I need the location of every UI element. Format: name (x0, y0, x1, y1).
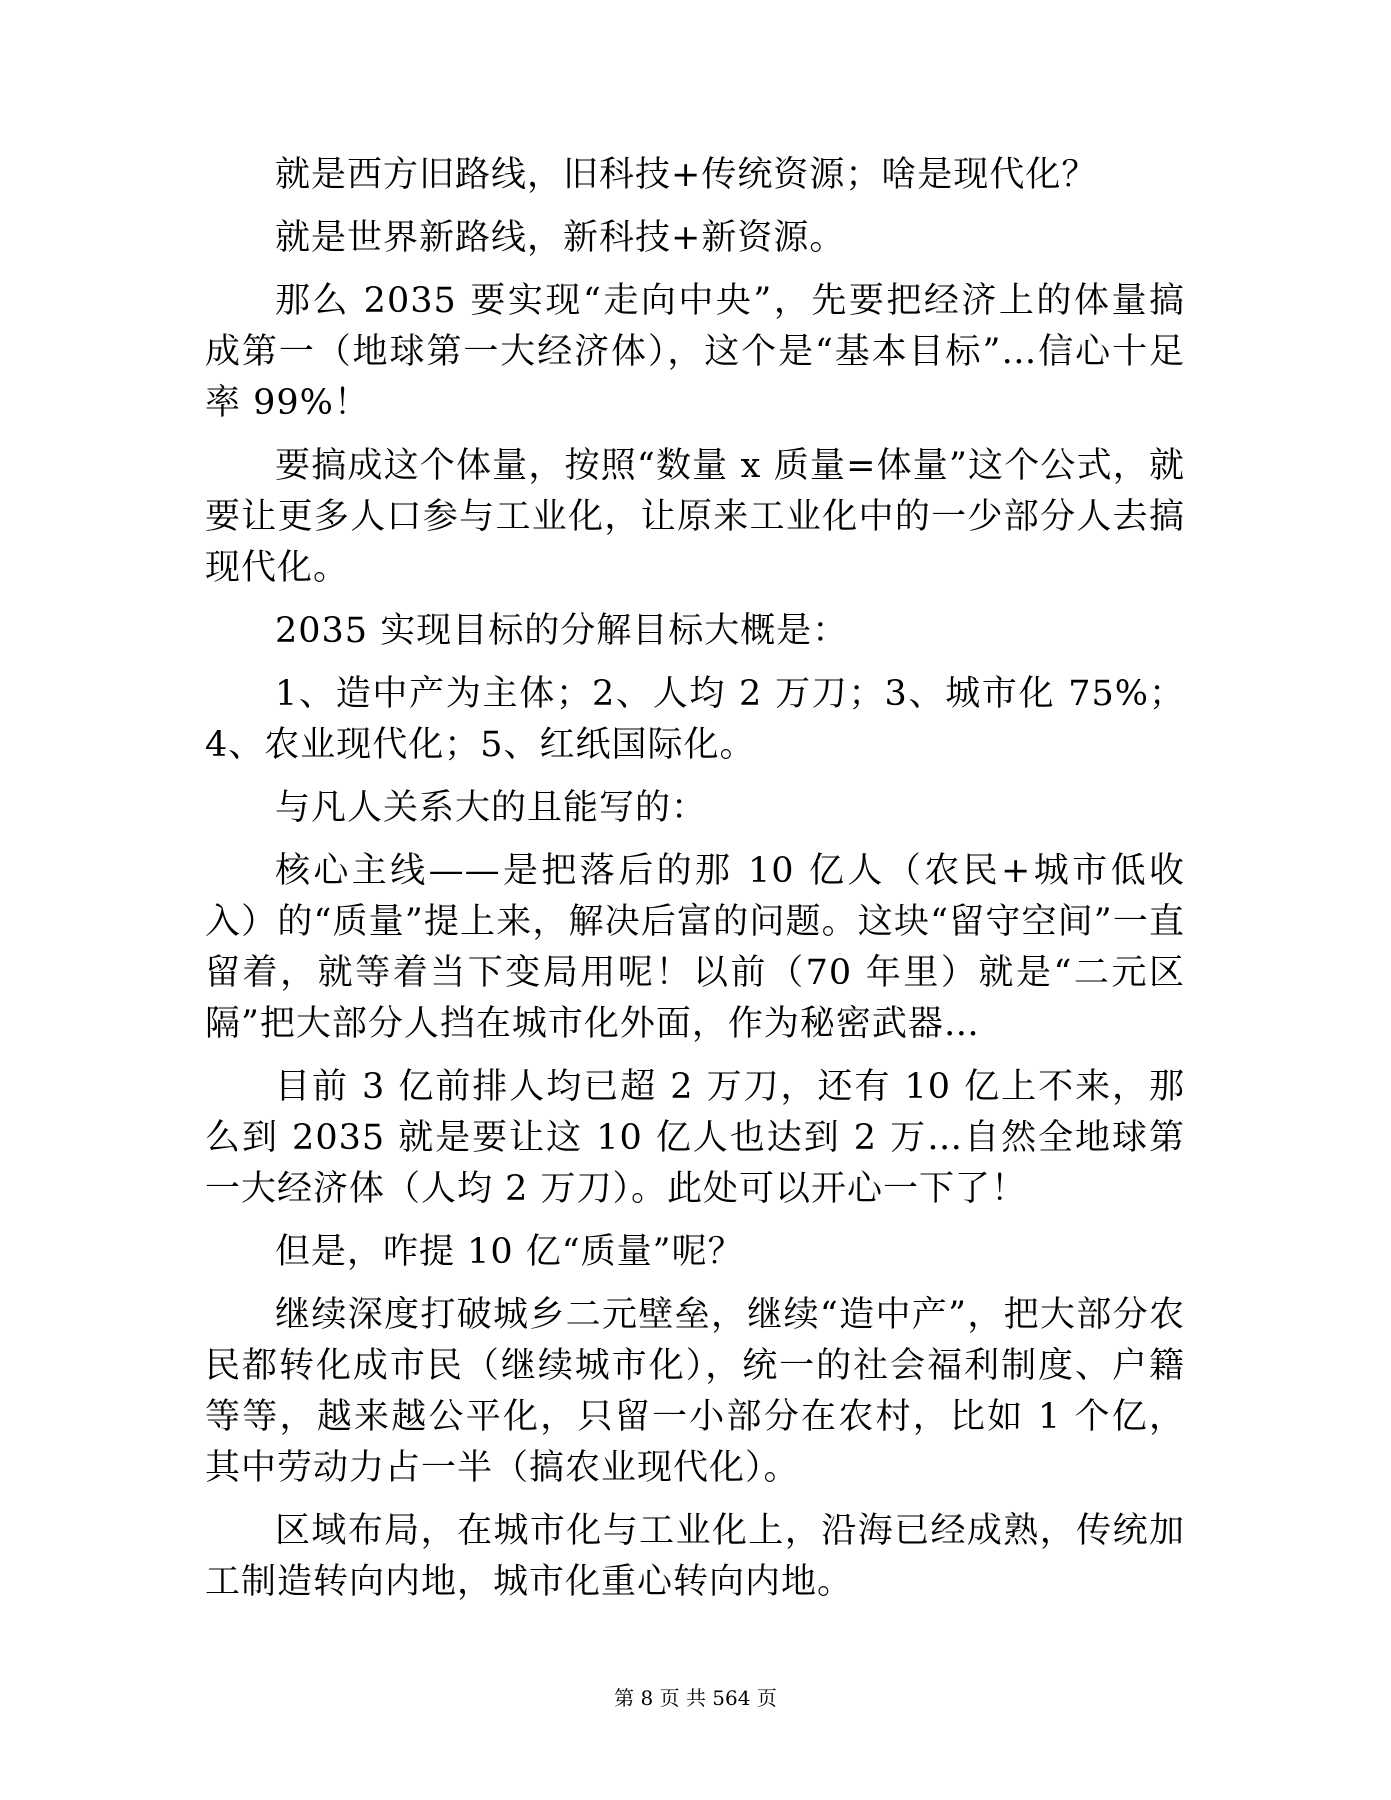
paragraph: 继续深度打破城乡二元壁垒，继续“造中产”，把大部分农民都转化成市民（继续城市化），统一的社会福利制度、户籍等等，越来越公平化，只留一小部分在农村，比如 1 个亿，其中劳动力占一半（搞农业现代化）。 (205, 1295, 1185, 1488)
paragraph: 要搞成这个体量，按照“数量 x 质量=体量”这个公式，就要让更多人口参与工业化，让原来工业化中的一少部分人去搞现代化。 (205, 446, 1185, 588)
paragraph: 与凡人关系大的且能写的： (275, 788, 708, 828)
paragraph: 2035 实现目标的分解目标大概是： (275, 611, 849, 651)
paragraph: 那么 2035 要实现“走向中央”，先要把经济上的体量搞成第一（地球第一大经济体），这个是“基本目标”…信心十足率 99%！ (205, 281, 1185, 423)
paragraph: 1、造中产为主体；2、人均 2 万刀；3、城市化 75%；4、农业现代化；5、红纸国际化。 (205, 674, 1185, 765)
paragraph: 区域布局，在城市化与工业化上，沿海已经成熟，传统加工制造转向内地，城市化重心转向内地。 (205, 1511, 1185, 1602)
paragraph: 就是世界新路线，新科技+新资源。 (275, 218, 846, 258)
paragraph: 目前 3 亿前排人均已超 2 万刀，还有 10 亿上不来，那么到 2035 就是要让这 10 亿人也达到 2 万…自然全地球第一大经济体（人均 2 万刀）。此处可以开心一下了！ (205, 1067, 1185, 1209)
paragraph: 但是，咋提 10 亿“质量”呢？ (275, 1232, 744, 1272)
page-number-footer: 第 8 页 共 564 页 (614, 1686, 777, 1710)
paragraph: 就是西方旧路线，旧科技+传统资源；啥是现代化？ (275, 155, 1098, 195)
body-text (205, 150, 1185, 1620)
paragraph: 核心主线——是把落后的那 10 亿人（农民+城市低收入）的“质量”提上来，解决后富的问题。这块“留守空间”一直留着，就等着当下变局用呢！以前（70 年里）就是“二元区隔”把大部分人挡在城市化外面，作为秘密武器… (205, 851, 1185, 1044)
